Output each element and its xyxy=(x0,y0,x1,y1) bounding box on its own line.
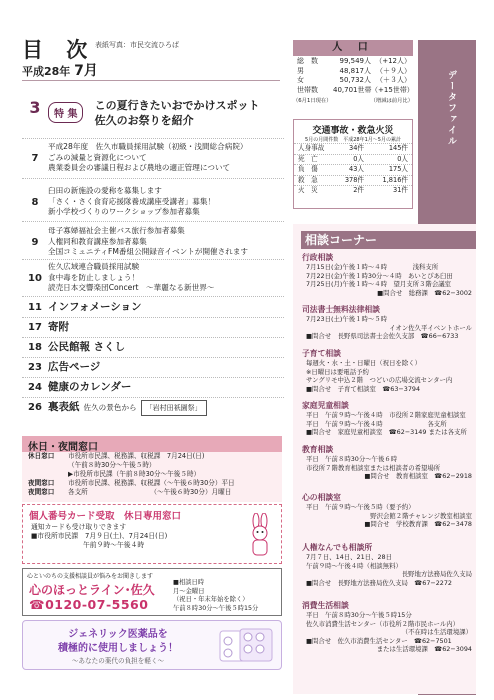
toc-divider xyxy=(22,337,284,338)
toc-sub-label: 佐久の景色から xyxy=(83,403,137,412)
consultation-section: 司法書士無料法律相談 7月23日(土)午後１時〜５時 イオン佐久平イベントホール ■問合せ 長野県司法書士会佐久支部 ☎66−6733 xyxy=(302,305,472,341)
consultation-section: 行政相談 7月15日(金)午後１時〜４時 浅科支所 7月22日(金)午後１時30分〜４時 あいとぴあ臼田 7月25日(月)午後１時〜４時 望月支所３階会議室 ■問合せ 総務課 ☎62−3002 xyxy=(302,253,472,297)
pill-pack-icon xyxy=(218,627,276,665)
toc-page-number: 9 xyxy=(31,237,39,248)
accident-row: 死 亡 0人 0人 xyxy=(294,154,412,165)
toc-divider xyxy=(22,178,284,179)
holiday-row: （午前８時30分〜午後５時） xyxy=(68,461,156,469)
feature-title xyxy=(95,98,260,128)
holiday-row: 休日窓口 市役所市民課、税務課、収税課 7月24日(日) xyxy=(28,452,205,460)
toc-label: インフォメーション xyxy=(48,301,142,313)
feature-line: 佐久のお祭りを紹介 xyxy=(94,114,194,127)
hotline-hours: ■相談日時 月〜金曜日 （祝日・年末年始を除く） 午前８時30分〜午後５時15分 xyxy=(173,579,259,612)
banner-line: 〜あなたの薬代の負担を軽く〜 xyxy=(71,657,165,665)
toc-divider xyxy=(22,259,284,260)
toc-line: 臼田の新施設の愛称を募集します xyxy=(48,186,162,195)
consultation-heading: 相談コーナー xyxy=(301,231,476,249)
toc-tag: 「岩村田祇園祭」 xyxy=(141,400,207,416)
consultation-section: 人権なんでも相談所 7月７日、14日、21日、28日 午前９時〜午後４時（相談無料） 長野地方法務局佐久支局 ■問合せ 長野地方法務局佐久支局 ☎67−2272 xyxy=(302,543,472,587)
toc-divider xyxy=(22,377,284,378)
my-number-line: 午前９時〜午後４時 xyxy=(83,541,145,549)
toc-entry-back-cover[interactable] xyxy=(22,400,284,416)
toc-line: 人権同和教育講座参加者募集 xyxy=(48,236,147,246)
toc-page-number: 26 xyxy=(28,402,42,413)
my-number-line: 通知カードも受け取りできます xyxy=(31,523,127,531)
hotline-caption: 心といのちの支援相談員が悩みをお聞きします xyxy=(27,573,154,580)
accident-subheading: 5月の月間件数 平成28年1月〜5月の累計 xyxy=(305,137,401,143)
toc-page-number: 23 xyxy=(28,362,42,373)
toc-divider xyxy=(22,317,284,318)
toc-divider xyxy=(22,357,284,358)
toc-line: 全国コミュニティFM番組公開録音イベントが開催されます xyxy=(48,247,249,256)
holiday-row: 夜間窓口 市役所市民課、税務課、収税課（〜午後６時30分）平日 xyxy=(28,479,235,487)
feature-line: この夏行きたいおでかけスポット xyxy=(94,99,260,112)
population-table xyxy=(293,57,413,95)
my-number-title: 個人番号カード受取 休日専用窓口 xyxy=(29,511,182,522)
my-number-line: ■市役所市民課 7月９日(土)、7月24日(日) xyxy=(31,532,168,540)
toc-divider xyxy=(22,138,284,139)
toc-page-number: 8 xyxy=(31,197,39,208)
toc-line: 母子寡婦福祉会主催バス旅行参加者募集 xyxy=(48,226,185,235)
issue-month: 7月 xyxy=(74,63,98,79)
toc-line: 佐久広域連合職員採用試験 xyxy=(48,262,140,271)
cover-credit: 表紙写真：市民交流ひろば xyxy=(95,41,179,49)
toc-entry[interactable] xyxy=(22,360,284,374)
header-rule xyxy=(22,80,280,81)
toc-entry[interactable] xyxy=(22,186,284,218)
toc-line: 農業委員会の審議日程および農地の適正管理について xyxy=(48,163,231,172)
toc-label: 裏表紙 xyxy=(48,401,80,413)
toc-entry[interactable] xyxy=(22,300,284,314)
toc-entry[interactable] xyxy=(22,142,284,174)
toc-line: 食中毒を防止しましょう！ xyxy=(48,272,140,282)
page-title: 目 次 xyxy=(22,38,96,62)
accident-row: 人身事故 34件 145件 xyxy=(294,143,412,154)
hotline-box xyxy=(22,568,282,616)
toc-line: 新小学校づくりのワークショップ参加者募集 xyxy=(48,207,200,216)
toc-page-number: 17 xyxy=(28,322,42,333)
toc-page-number: 10 xyxy=(28,273,42,284)
population-note: （6月1日現在） （増減は前月比） xyxy=(293,98,413,104)
accident-row: 負 傷 43人 175人 xyxy=(294,164,412,175)
toc-line: 読売日本交響楽団Concert 〜華麗なる新世界〜 xyxy=(48,283,215,292)
toc-divider xyxy=(22,221,284,222)
generic-medicine-banner xyxy=(22,620,282,670)
population-row: 男 48,817人 （＋９人） xyxy=(297,66,411,75)
toc-label: 健康のカレンダー xyxy=(48,381,132,393)
toc-feature[interactable] xyxy=(22,98,284,128)
population-row: 世帯数 40,701世帯 （+15世帯） xyxy=(297,85,414,94)
rabbit-mascot-icon xyxy=(245,513,275,557)
banner-line: 積極的に使用しましょう！ xyxy=(58,643,178,654)
toc-page-number: 18 xyxy=(28,342,42,353)
toc-divider xyxy=(22,296,284,297)
toc-divider xyxy=(22,397,284,398)
accident-row: 救 急 378件 1,816件 xyxy=(294,175,412,186)
toc-page-number: 11 xyxy=(28,302,42,313)
accident-row: 火 災 2件 31件 xyxy=(294,185,412,196)
accident-stats-box xyxy=(293,119,413,209)
holiday-row: 夜間窓口 各支所 （〜午後６時30分）月曜日 xyxy=(28,488,232,496)
population-row: 女 50,732人 （＋３人） xyxy=(297,76,411,85)
consultation-section: 消費生活相談 平日 午前８時30分〜午後５時15分 佐久市消費生活センター（市役所２階市民ホール内） （不在時は生活環境課） ■問合せ 佐久市消費生活センター ☎62−7501 または生活環境課 ☎62−3094 xyxy=(302,601,472,654)
hotline-phone[interactable]: ☎0120-07-5560 xyxy=(29,597,149,612)
feature-tag: 特 集 xyxy=(48,102,83,123)
hotline-name: 心のほっとライン･佐久 xyxy=(29,583,155,597)
holiday-window-box xyxy=(22,436,282,502)
toc-line: 「さく・さく食育応援隊養成講座受講者」募集！ xyxy=(48,196,216,206)
toc-line: 平成28年度 佐久市職員採用試験（初級・浅間総合病院） xyxy=(48,142,248,151)
banner-line: ジェネリック医薬品を xyxy=(68,629,168,640)
holiday-window-title: 休日・夜間窓口 xyxy=(22,436,282,452)
toc-entry[interactable] xyxy=(22,226,284,258)
holiday-row: ▶市役所市民課（午前８時30分〜午後５時） xyxy=(68,470,201,478)
toc-entry[interactable] xyxy=(22,262,284,294)
toc-page-number: 3 xyxy=(29,98,41,117)
toc-label: 広告ページ xyxy=(48,361,101,373)
toc-line: ごみの減量と資源化について xyxy=(48,152,147,162)
toc-label: 寄附 xyxy=(48,321,69,333)
accident-heading: 交通事故・救急火災 xyxy=(312,126,394,136)
toc-entry[interactable] xyxy=(22,380,284,394)
consultation-section: 子育て相談 毎週火・水・土・日曜日（祝日を除く） ※日曜日は要電話予約 サングリモ中込２階 つどいの広場交流センター内 ■問合せ 子育て相談室 ☎63−3794 xyxy=(302,349,453,393)
toc-entry[interactable] xyxy=(22,320,284,334)
consultation-section: 心の相談室 平日 午前９時〜午後５時（要予約） 野沢会館２階チャレンジ教室相談室 ■問合せ 学校教育課 ☎62−3478 xyxy=(302,493,472,529)
population-heading: 人 口 xyxy=(293,40,413,56)
data-file-label: データファイル xyxy=(446,70,456,147)
issue-prefix: 平成28年 xyxy=(22,65,71,78)
consultation-section: 家庭児童相談 平日 午前９時〜午後４時 市役所２階家庭児童相談室 平日 午前９時〜午後４時 各支所 ■問合せ 家庭児童相談室 ☎62−3149 または各支所 xyxy=(302,401,467,437)
issue-date xyxy=(22,60,98,80)
toc-page-number: 7 xyxy=(31,153,39,164)
consultation-section: 教育相談 平日 午前８時30分〜午後６時 市役所７階教育相談室または相談者の希望場所 ■問合せ 教育相談室 ☎62−2918 xyxy=(302,445,472,481)
toc-entry[interactable] xyxy=(22,340,284,354)
population-row: 総 数 99,549人 （+12人） xyxy=(297,57,411,65)
my-number-box xyxy=(22,504,282,564)
toc-page-number: 24 xyxy=(28,382,42,393)
toc-label: 公民館報 さくし xyxy=(48,341,126,353)
